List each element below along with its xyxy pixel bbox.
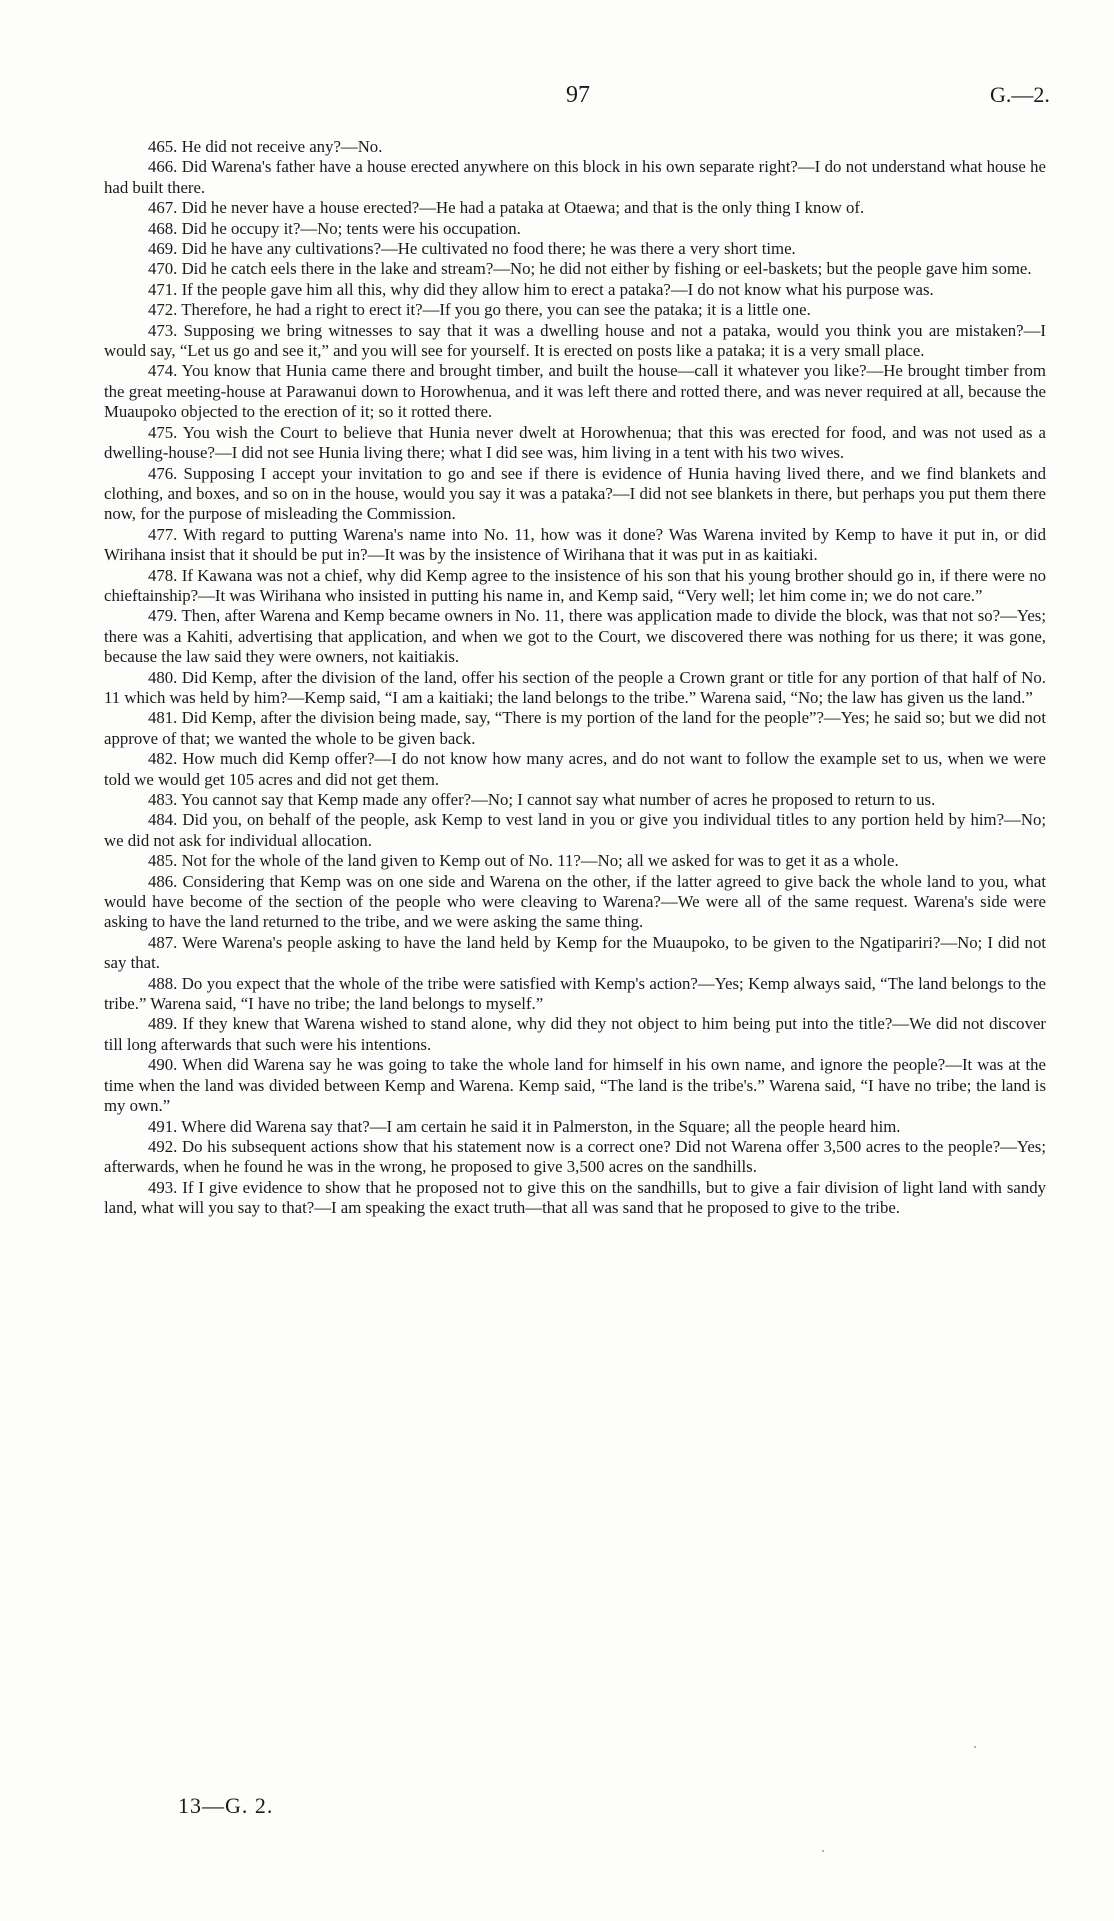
question-answer-paragraph: 465. He did not receive any?—No. bbox=[148, 137, 383, 156]
question-answer-paragraph: 481. Did Kemp, after the division being made, say, “There is my portion of the land for the people”?—Yes; he said so; but we did not approve of that; we wanted the whole to be given back. bbox=[104, 708, 1046, 748]
question-answer-paragraph: 467. Did he never have a house erected?—He had a pataka at Otaewa; and that is the only thing I know of. bbox=[148, 198, 865, 218]
page-header bbox=[0, 82, 1114, 112]
question-answer-paragraph: 490. When did Warena say he was going to take the whole land for himself in his own name, and ignore the people?—It was at the time when the land was divided between Kemp and Warena. Kemp said, “The land is the tribe's.” Warena said, “I have no tribe; the land is my own.” bbox=[104, 1055, 1046, 1116]
document-code: G.—2. bbox=[990, 82, 1050, 107]
question-answer-paragraph: 491. Where did Warena say that?—I am certain he said it in Palmerston, in the Square; all the people heard him. bbox=[148, 1116, 901, 1136]
question-answer-paragraph: 470. Did he catch eels there in the lake and stream?—No; he did not either by fishing or eel-baskets; but the people gave him some. bbox=[148, 259, 1032, 279]
question-answer-paragraph: 469. Did he have any cultivations?—He cultivated no food there; he was there a very short time. bbox=[148, 239, 796, 259]
question-answer-paragraph: 485. Not for the whole of the land given to Kemp out of No. 11?—No; all we asked for was to get it as a whole. bbox=[148, 851, 899, 871]
question-answer-paragraph: 476. Supposing I accept your invitation to go and see if there is evidence of Hunia having lived there, and we find blankets and clothing, and boxes, and so on in the house, would you say it was a pataka?—I did not see blankets in there, but perhaps you put them there now, for the purpose of misleading the Commission. bbox=[104, 463, 1046, 524]
question-answer-paragraph: 466. Did Warena's father have a house erected anywhere on this block in his own separate right?—I do not understand what house he had built there. bbox=[104, 157, 1046, 197]
question-answer-paragraph: 488. Do you expect that the whole of the tribe were satisfied with Kemp's action?—Yes; Kemp always said, “The land belongs to the tribe.” Warena said, “I have no tribe; the land belongs to myself.” bbox=[104, 973, 1046, 1014]
minutes-body bbox=[104, 137, 1046, 1219]
question-answer-paragraph: 480. Did Kemp, after the division of the land, offer his section of the people a Crown grant or title for any portion of that half of No. 11 which was held by him?—Kemp said, “I am a kaitiaki; the land belongs to the tribe.” Warena said, “No; the law has given us the land.” bbox=[104, 667, 1046, 707]
question-answer-paragraph: 489. If they knew that Warena wished to stand alone, why did they not object to him being put into the title?—We did not discover till long afterwards that such were his intentions. bbox=[104, 1014, 1046, 1054]
question-answer-paragraph: 486. Considering that Kemp was on one side and Warena on the other, if the latter agreed to give back the whole land to you, what would have become of the section of the people who were cleaving to Warena?—We were all of the same request. Warena's side were asking to have the land returned to the tribe, and we were asking the same thing. bbox=[104, 871, 1046, 932]
page-number: 97 bbox=[566, 82, 590, 108]
question-answer-paragraph: 472. Therefore, he had a right to erect it?—If you go there, you can see the pataka; it is a little one. bbox=[148, 300, 811, 320]
question-answer-paragraph: 487. Were Warena's people asking to have the land held by Kemp for the Muaupoko, to be given to the Ngatipariri?—No; I did not say that. bbox=[104, 932, 1046, 973]
question-answer-paragraph: 492. Do his subsequent actions show that his statement now is a correct one? Did not Warena offer 3,500 acres to the people?—Yes; afterwards, when he found he was in the wrong, he proposed to give 3,500 acres on the sandhills. bbox=[104, 1136, 1046, 1177]
question-answer-paragraph: 477. With regard to putting Warena's name into No. 11, how was it done? Was Warena invited by Kemp to have it put in, or did Wirihana insist that it should be put in?—It was by the insistence of Wirihana that it was put in as kaitiaki. bbox=[104, 524, 1046, 565]
paper-speck bbox=[822, 1850, 824, 1852]
question-answer-paragraph: 468. Did he occupy it?—No; tents were his occupation. bbox=[148, 218, 521, 238]
question-answer-paragraph: 482. How much did Kemp offer?—I do not know how many acres, and do not want to follow the example set to us, when we were told we would get 105 acres and did not get them. bbox=[104, 749, 1046, 789]
question-answer-paragraph: 475. You wish the Court to believe that Hunia never dwelt at Horowhenua; that this was erected for food, and was not used as a dwelling-house?—I did not see Hunia living there; what I did see was, him living in a tent with his two wives. bbox=[104, 422, 1046, 463]
question-answer-paragraph: 493. If I give evidence to show that he proposed not to give this on the sandhills, but to give a fair division of light land with sandy land, what will you say to that?—I am speaking the exact truth—that all was sand that he proposed to give to the tribe. bbox=[104, 1177, 1046, 1218]
question-answer-paragraph: 478. If Kawana was not a chief, why did Kemp agree to the insistence of his son that his young brother should go in, if there were no chieftainship?—It was Wirihana who insisted in putting his name in, and Kemp said, “Very well; let him come in; we do not care.” bbox=[104, 565, 1046, 605]
paper-speck bbox=[974, 1746, 976, 1748]
sheet-signature: 13—G. 2. bbox=[178, 1793, 274, 1818]
question-answer-paragraph: 479. Then, after Warena and Kemp became owners in No. 11, there was application made to divide the block, was that not so?—Yes; there was a Kahiti, advertising that application, and when we got to the Court, we discovered there was nothing for us there; it was gone, because the law said they were owners, not kaitiakis. bbox=[104, 606, 1046, 667]
question-answer-paragraph: 473. Supposing we bring witnesses to say that it was a dwelling house and not a pataka, would you think you are mistaken?—I would say, “Let us go and see it,” and you will see for yourself. It is erected on posts like a pataka; it is a very small place. bbox=[104, 320, 1046, 361]
question-answer-paragraph: 471. If the people gave him all this, why did they allow him to erect a pataka?—I do not know what his purpose was. bbox=[148, 279, 934, 299]
question-answer-paragraph: 483. You cannot say that Kemp made any offer?—No; I cannot say what number of acres he proposed to return to us. bbox=[148, 790, 936, 809]
question-answer-paragraph: 484. Did you, on behalf of the people, ask Kemp to vest land in you or give you individual titles to any portion held by him?—No; we did not ask for individual allocation. bbox=[104, 810, 1046, 850]
question-answer-paragraph: 474. You know that Hunia came there and brought timber, and built the house—call it whatever you like?—He brought timber from the great meeting-house at Parawanui down to Horowhenua, and it was left there and rotted there, and was never required at all, because the Muaupoko objected to the erection of it; so it rotted there. bbox=[104, 361, 1046, 422]
